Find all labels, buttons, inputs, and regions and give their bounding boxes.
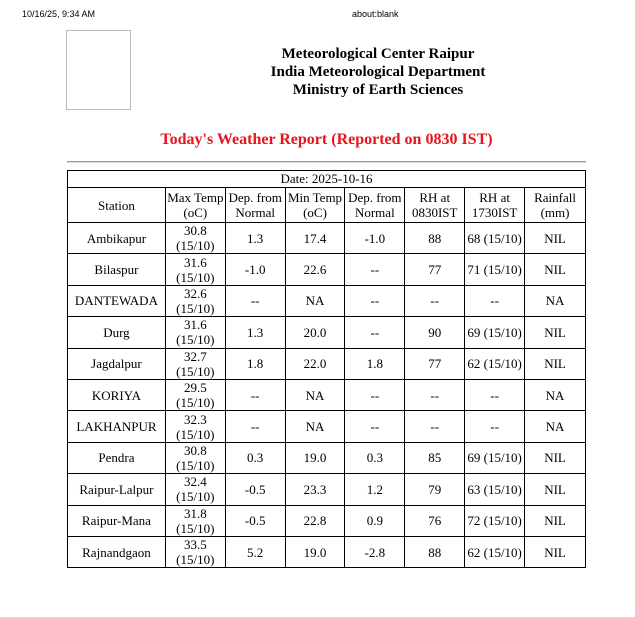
header-line: Dep. from xyxy=(228,190,282,205)
table-row xyxy=(68,348,586,379)
table-row xyxy=(68,474,586,505)
rh-1730-cell: -- xyxy=(465,379,525,410)
rh-1730-cell: 71 (15/10) xyxy=(465,254,525,285)
column-header xyxy=(225,188,285,223)
rainfall-cell: NIL xyxy=(525,348,586,379)
rh-0830-cell: 79 xyxy=(405,474,465,505)
station-cell: Durg xyxy=(68,317,166,348)
station-cell: Pendra xyxy=(68,442,166,473)
weather-table xyxy=(67,170,586,568)
header-line: Rainfall xyxy=(534,190,576,205)
rh-0830-cell: 76 xyxy=(405,505,465,536)
table-row xyxy=(68,411,586,442)
min-temp-cell: 19.0 xyxy=(285,536,345,567)
max-dep-cell: -- xyxy=(225,379,285,410)
rh-1730-cell: 69 (15/10) xyxy=(465,442,525,473)
column-header xyxy=(525,188,586,223)
max-dep-cell: 1.3 xyxy=(225,317,285,348)
max-dep-cell: -- xyxy=(225,285,285,316)
rh-0830-cell: 77 xyxy=(405,348,465,379)
header-unit: (oC) xyxy=(183,205,208,220)
rainfall-cell: NIL xyxy=(525,254,586,285)
min-temp-cell: 22.0 xyxy=(285,348,345,379)
header-unit: Normal xyxy=(354,205,395,220)
logo-image-placeholder xyxy=(66,30,131,110)
column-header xyxy=(68,188,166,223)
rh-0830-cell: -- xyxy=(405,411,465,442)
station-cell: KORIYA xyxy=(68,379,166,410)
max-temp-cell xyxy=(165,474,225,505)
max-temp-date: (15/10) xyxy=(176,552,215,568)
column-header xyxy=(345,188,405,223)
max-temp-date: (15/10) xyxy=(176,238,215,254)
max-temp-value: 33.5 xyxy=(183,537,207,553)
station-cell: Ambikapur xyxy=(68,223,166,254)
max-dep-cell: 1.3 xyxy=(225,223,285,254)
max-temp-cell xyxy=(165,348,225,379)
table-row xyxy=(68,379,586,410)
max-dep-cell: 5.2 xyxy=(225,536,285,567)
rh-1730-cell: 69 (15/10) xyxy=(465,317,525,348)
center-name: Meteorological Center Raipur xyxy=(281,46,475,62)
header-line: Min Temp xyxy=(287,190,343,205)
max-temp-cell xyxy=(165,536,225,567)
rainfall-cell: NIL xyxy=(525,536,586,567)
min-temp-cell: 19.0 xyxy=(285,442,345,473)
min-dep-cell: -- xyxy=(345,317,405,348)
station-cell: Jagdalpur xyxy=(68,348,166,379)
rh-1730-cell: 62 (15/10) xyxy=(465,536,525,567)
rainfall-cell: NIL xyxy=(525,505,586,536)
max-temp-cell xyxy=(165,285,225,316)
min-temp-cell: 17.4 xyxy=(285,223,345,254)
min-dep-cell: -- xyxy=(345,285,405,316)
column-header xyxy=(165,188,225,223)
max-temp-date: (15/10) xyxy=(176,332,215,348)
min-dep-cell: -- xyxy=(345,411,405,442)
max-temp-date: (15/10) xyxy=(176,520,215,536)
rh-0830-cell: 85 xyxy=(405,442,465,473)
max-dep-cell: -- xyxy=(225,411,285,442)
station-cell: Raipur-Lalpur xyxy=(68,474,166,505)
rh-0830-cell: 77 xyxy=(405,254,465,285)
max-temp-value: 31.6 xyxy=(183,254,207,270)
min-dep-cell: -- xyxy=(345,379,405,410)
max-temp-cell xyxy=(165,317,225,348)
min-dep-cell: 1.2 xyxy=(345,474,405,505)
header-line: Station xyxy=(98,197,135,213)
max-temp-date: (15/10) xyxy=(176,269,215,285)
station-cell: Bilaspur xyxy=(68,254,166,285)
min-dep-cell: -2.8 xyxy=(345,536,405,567)
max-temp-date: (15/10) xyxy=(176,395,215,411)
table-row xyxy=(68,536,586,567)
station-cell: DANTEWADA xyxy=(68,285,166,316)
rainfall-cell: NIL xyxy=(525,317,586,348)
rh-0830-cell: 88 xyxy=(405,536,465,567)
header-line: RH at xyxy=(419,190,451,205)
header-line: RH at xyxy=(479,190,510,205)
min-temp-cell: 22.8 xyxy=(285,505,345,536)
min-dep-cell: -1.0 xyxy=(345,223,405,254)
max-dep-cell: -1.0 xyxy=(225,254,285,285)
rh-1730-cell: -- xyxy=(465,411,525,442)
max-dep-cell: 0.3 xyxy=(225,442,285,473)
min-dep-cell: 1.8 xyxy=(345,348,405,379)
min-temp-cell: 22.6 xyxy=(285,254,345,285)
table-row xyxy=(68,442,586,473)
rh-0830-cell: -- xyxy=(405,379,465,410)
report-title: Today's Weather Report (Reported on 0830 IST) xyxy=(160,131,493,148)
min-dep-cell: -- xyxy=(345,254,405,285)
header-line: Max Temp xyxy=(167,190,224,205)
max-temp-cell xyxy=(165,379,225,410)
min-temp-cell: NA xyxy=(285,379,345,410)
station-cell: LAKHANPUR xyxy=(68,411,166,442)
min-temp-cell: NA xyxy=(285,411,345,442)
max-dep-cell: -0.5 xyxy=(225,505,285,536)
rh-0830-cell: 90 xyxy=(405,317,465,348)
table-row xyxy=(68,254,586,285)
department-name: India Meteorological Department xyxy=(270,64,486,80)
max-dep-cell: -0.5 xyxy=(225,474,285,505)
table-row xyxy=(68,285,586,316)
max-temp-date: (15/10) xyxy=(176,426,215,442)
max-temp-value: 31.6 xyxy=(183,317,207,333)
max-temp-value: 29.5 xyxy=(183,380,207,396)
rainfall-cell: NA xyxy=(525,411,586,442)
table-row xyxy=(68,223,586,254)
header-unit: 0830IST xyxy=(411,205,458,220)
max-temp-date: (15/10) xyxy=(176,457,215,473)
rainfall-cell: NIL xyxy=(525,442,586,473)
rainfall-cell: NIL xyxy=(525,474,586,505)
max-temp-cell xyxy=(165,254,225,285)
rh-1730-cell: 68 (15/10) xyxy=(465,223,525,254)
divider xyxy=(67,161,586,163)
print-url: about:blank xyxy=(352,9,399,19)
header-unit: (mm) xyxy=(540,205,570,220)
max-temp-value: 32.3 xyxy=(183,411,207,427)
header-unit: 1730IST xyxy=(471,205,518,220)
column-header xyxy=(285,188,345,223)
rainfall-cell: NA xyxy=(525,379,586,410)
station-cell: Raipur-Mana xyxy=(68,505,166,536)
table-row xyxy=(68,505,586,536)
min-dep-cell: 0.3 xyxy=(345,442,405,473)
rainfall-cell: NA xyxy=(525,285,586,316)
column-header xyxy=(405,188,465,223)
max-temp-value: 32.6 xyxy=(183,285,207,301)
max-temp-value: 32.7 xyxy=(183,348,207,364)
rh-1730-cell: 62 (15/10) xyxy=(465,348,525,379)
max-temp-value: 30.8 xyxy=(183,223,207,239)
max-temp-date: (15/10) xyxy=(176,363,215,379)
max-temp-date: (15/10) xyxy=(176,489,215,505)
max-temp-date: (15/10) xyxy=(176,300,215,316)
rh-0830-cell: 88 xyxy=(405,223,465,254)
max-temp-value: 30.8 xyxy=(183,442,207,458)
rainfall-cell: NIL xyxy=(525,223,586,254)
rh-0830-cell: -- xyxy=(405,285,465,316)
header-unit: (oC) xyxy=(303,205,327,220)
min-dep-cell: 0.9 xyxy=(345,505,405,536)
print-datetime: 10/16/25, 9:34 AM xyxy=(22,9,96,19)
max-temp-cell xyxy=(165,223,225,254)
station-cell: Rajnandgaon xyxy=(68,536,166,567)
min-temp-cell: 20.0 xyxy=(285,317,345,348)
rh-1730-cell: 72 (15/10) xyxy=(465,505,525,536)
column-header xyxy=(465,188,525,223)
max-temp-cell xyxy=(165,505,225,536)
max-temp-value: 31.8 xyxy=(183,505,207,521)
min-temp-cell: 23.3 xyxy=(285,474,345,505)
max-dep-cell: 1.8 xyxy=(225,348,285,379)
max-temp-value: 32.4 xyxy=(183,474,207,490)
rh-1730-cell: 63 (15/10) xyxy=(465,474,525,505)
max-temp-cell xyxy=(165,442,225,473)
table-row xyxy=(68,317,586,348)
header-line: Dep. from xyxy=(348,190,402,205)
ministry-name: Ministry of Earth Sciences xyxy=(292,82,464,98)
max-temp-cell xyxy=(165,411,225,442)
rh-1730-cell: -- xyxy=(465,285,525,316)
report-date: Date: 2025-10-16 xyxy=(68,171,586,188)
header-unit: Normal xyxy=(235,205,276,220)
min-temp-cell: NA xyxy=(285,285,345,316)
